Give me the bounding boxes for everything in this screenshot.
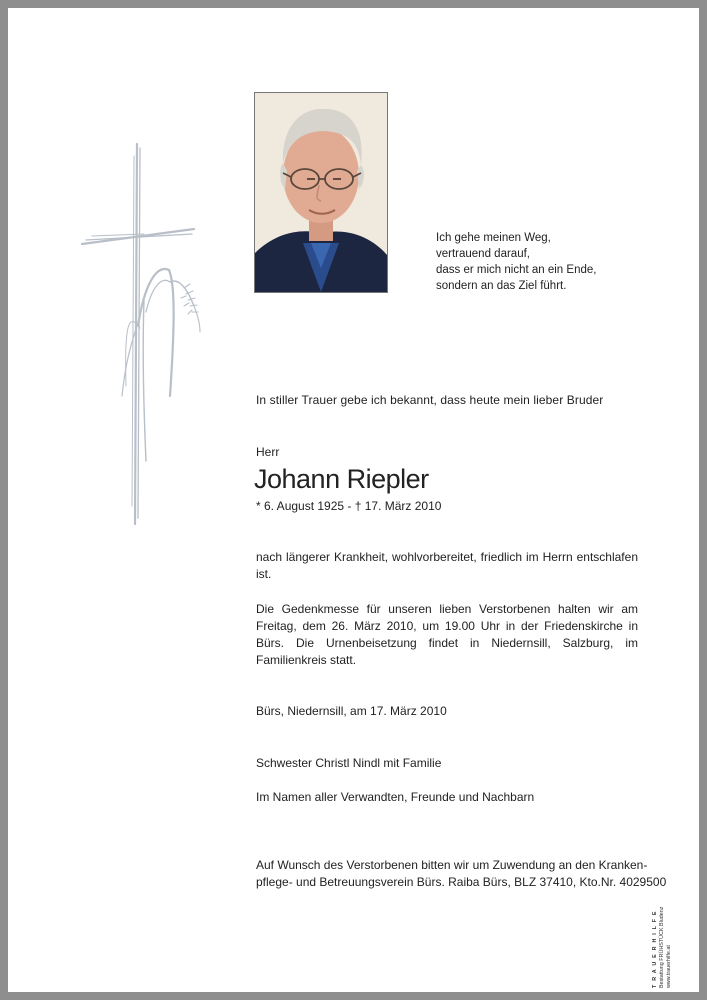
logo-company: Bestattung FRÜHSTÜCK Bludenz	[659, 906, 665, 988]
poem-line: dass er mich nicht an ein Ende,	[436, 264, 597, 276]
portrait-photo	[254, 92, 388, 293]
poem-line: sondern an das Ziel führt.	[436, 280, 567, 292]
place-and-date: Bürs, Niedernsill, am 17. März 2010	[256, 704, 447, 718]
relatives-signature: Im Namen aller Verwandten, Freunde und Nachbarn	[256, 790, 535, 804]
life-dates: * 6. August 1925 - † 17. März 2010	[256, 499, 442, 513]
deceased-name: Johann Riepler	[254, 464, 429, 494]
poem-line: vertrauend darauf,	[436, 248, 530, 260]
donation-line: pflege- und Betreuungsverein Bürs. Raiba Bürs, BLZ 37410, Kto.Nr. 4029500	[256, 875, 667, 889]
mourner-signature: Schwester Christl Nindl mit Familie	[256, 756, 442, 770]
donation-note	[256, 857, 667, 891]
obituary-card	[8, 8, 699, 992]
announcement-intro: In stiller Trauer gebe ich bekannt, dass heute mein lieber Bruder	[256, 393, 604, 407]
logo-website: www.trauerhilfe.at	[666, 945, 672, 988]
passing-paragraph: nach längerer Krankheit, wohlvorbereitet, friedlich im Herrn entschlafen ist.	[256, 550, 638, 581]
funeral-home-logo	[652, 878, 682, 988]
poem-line: Ich gehe meinen Weg,	[436, 232, 551, 244]
poem	[436, 230, 596, 294]
cross-with-wheat-icon	[74, 136, 214, 536]
donation-line: Auf Wunsch des Verstorbenen bitten wir um Zuwendung an den Kranken-	[256, 858, 648, 872]
salutation: Herr	[256, 445, 280, 459]
memorial-mass-paragraph: Die Gedenkmesse für unseren lieben Verstorbenen halten wir am Freitag, dem 26. März 2010, um 19.00 Uhr in der Friedenskirche in Bürs. Die Urnenbeisetzung findet in Niedernsill, Salzburg, im Familienkreis statt.	[256, 602, 638, 667]
logo-title: T R A U E R H I L F E	[652, 910, 658, 988]
